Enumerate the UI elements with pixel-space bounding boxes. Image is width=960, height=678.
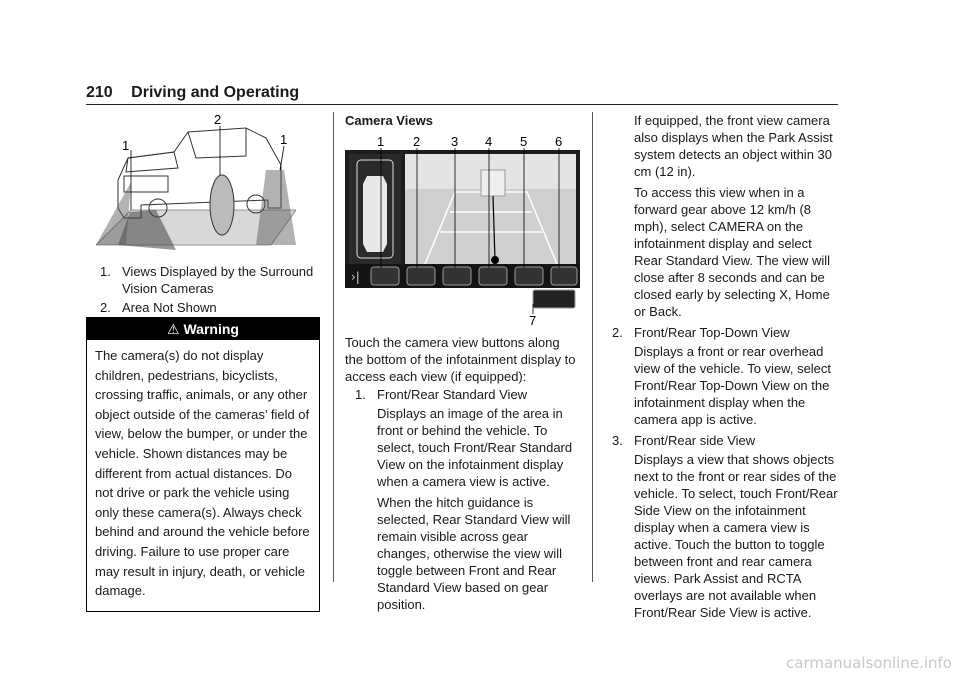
trailer-shape xyxy=(481,170,505,196)
hitch-view-button xyxy=(479,267,507,285)
warning-box xyxy=(86,317,320,612)
standard-view-button xyxy=(371,267,399,285)
screen-callout-2: 2 xyxy=(413,134,421,149)
camera-item-1 xyxy=(355,386,580,613)
legend-text: Area Not Shown xyxy=(122,300,217,315)
camera-views-heading: Camera Views xyxy=(345,113,433,128)
legend-item xyxy=(100,299,316,316)
item-3-heading xyxy=(612,432,840,449)
legend-item xyxy=(100,263,316,297)
truck-drawing xyxy=(118,128,281,218)
item-2-heading xyxy=(612,324,840,341)
front-camera-paragraph: If equipped, the front view camera also displays when the Park Assist system detects an object within 30 cm (12 in). xyxy=(634,113,833,179)
screen-callout-5: 5 xyxy=(520,134,528,149)
top-down-view-button xyxy=(407,267,435,285)
item-1-heading xyxy=(355,386,580,403)
warning-body: The camera(s) do not display children, pedestrians, bicyclists, crossing traffic, animals, or any other object outside of the cameras’ field of view, below the bumper, or under the vehicle. Shown distances may be different from actual distances. Do not drive or park the vehicle using only these camera(s). Always check behind and around the vehicle before driving. Failure to use proper care may result in injury, death, or vehicle damage. xyxy=(95,348,310,599)
callout-1-left: 1 xyxy=(122,138,130,153)
forward-gear-paragraph: To access this view when in a forward gear above 12 km/h (8 mph), select CAMERA on the infotainment display and select Rear Standard View. The view will close after 8 seconds and can be closed early by selecting X, Home or Back. xyxy=(634,185,831,319)
page-header xyxy=(86,84,299,102)
side-view-button xyxy=(443,267,471,285)
screen-callout-3: 3 xyxy=(451,134,459,149)
item-2-number: 2. xyxy=(612,325,623,340)
item-2-title: Front/Rear Top-Down View xyxy=(634,325,790,340)
warning-title: Warning xyxy=(183,321,239,337)
warning-icon: ⚠ xyxy=(167,321,180,337)
item-1-number: 1. xyxy=(355,387,366,402)
item-1-paragraph: When the hitch guidance is selected, Rear Standard View will remain visible across gear changes, otherwise the view will toggle between Front and Rear Standard View based on gear position. xyxy=(377,495,571,612)
figure-legend xyxy=(100,263,316,316)
screen-callout-4: 4 xyxy=(485,134,493,149)
item-1-title: Front/Rear Standard View xyxy=(377,387,528,402)
section-title: Driving and Operating xyxy=(131,84,300,101)
warning-header xyxy=(87,318,319,340)
screen-callout-7: 7 xyxy=(529,313,537,328)
item-3-paragraph: Displays a view that shows objects next to the front or rear sides of the vehicle. To select, touch Front/Rear Side View on the infotainment display when a camera view is active. Touch the button to toggle between front and rear camera views. Park Assist and RCTA overlays are not available when Front/Rear Side View is active. xyxy=(634,452,838,620)
area-not-shown-marker xyxy=(210,175,234,235)
screen-callout-1: 1 xyxy=(377,134,385,149)
camera-views-intro: Touch the camera view buttons along the bottom of the infotainment display to access each view (if equipped): xyxy=(345,335,576,384)
page-number: 210 xyxy=(86,84,113,101)
item-1-paragraph: Displays an image of the area in front or behind the vehicle. To select, touch Front/Rear Standard View on the infotainment display when a camera view is active. xyxy=(377,406,573,489)
item-3-title: Front/Rear side View xyxy=(634,433,756,448)
item-3-number: 3. xyxy=(612,433,623,448)
column-divider-left xyxy=(333,112,334,582)
callout-2: 2 xyxy=(214,112,222,127)
header-rule xyxy=(86,104,838,105)
truck-top-icon xyxy=(363,176,387,252)
callout-1-right: 1 xyxy=(280,132,288,147)
overlay-button xyxy=(551,267,577,285)
column-divider-right xyxy=(592,112,593,582)
settings-button xyxy=(533,290,575,308)
legend-num: 2. xyxy=(100,300,111,315)
item-2-paragraph: Displays a front or rear overhead view of the vehicle. To view, select Front/Rear Top-Down View on the infotainment display when the camera app is active. xyxy=(634,344,832,427)
screen-callout-6: 6 xyxy=(555,134,563,149)
bed-view-button xyxy=(515,267,543,285)
legend-num: 1. xyxy=(100,264,111,279)
collapse-icon: ›| xyxy=(351,270,360,284)
right-column xyxy=(612,112,840,621)
camera-screen-figure xyxy=(345,132,580,330)
legend-text: Views Displayed by the Surround Vision Cameras xyxy=(122,264,314,296)
watermark: carmanualsonline.info xyxy=(786,654,952,672)
truck-camera-figure xyxy=(96,110,296,275)
